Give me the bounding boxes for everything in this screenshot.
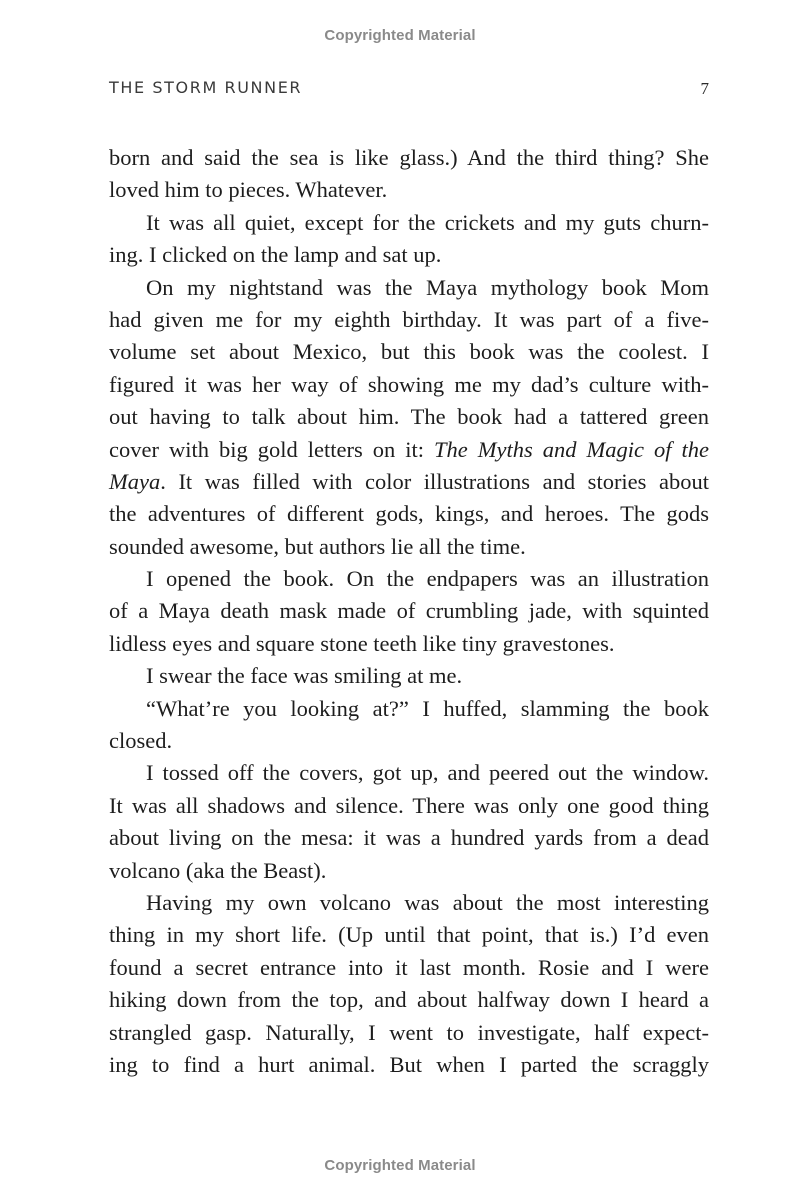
text-line: volume set about Mexico, but this book was the coolest. I (109, 339, 709, 365)
text-line: It was all shadows and silence. There was only one good thing (109, 792, 709, 818)
text-line: closed. (109, 728, 173, 754)
text-line: On my nightstand was the Maya mythology book Mom (146, 274, 709, 300)
text-segment: cover with big gold letters on it: (109, 436, 434, 462)
text-line (109, 434, 709, 466)
text-line: I swear the face was smiling at me. (146, 663, 463, 689)
text-line: of a Maya death mask made of crumbling jade, with squinted (109, 598, 709, 624)
text-line: Having my own volcano was about the most interesting (146, 889, 709, 915)
text-line: sounded awesome, but authors lie all the time. (109, 533, 526, 559)
text-line: thing in my short life. (Up until that point, that is.) I’d even (109, 922, 709, 948)
copyright-watermark-top: Copyrighted Material (324, 27, 476, 44)
text-line: lidless eyes and square stone teeth like tiny gravestones. (109, 630, 615, 656)
text-line: “What’re you looking at?” I huffed, slamming the book (146, 695, 709, 721)
text-line: loved him to pieces. Whatever. (109, 177, 388, 203)
text-line: I opened the book. On the endpapers was an illustration (146, 566, 709, 592)
page-number: 7 (700, 79, 709, 98)
copyright-watermark-bottom: Copyrighted Material (324, 1157, 476, 1174)
text-line: I tossed off the covers, got up, and peered out the window. (146, 760, 709, 786)
text-line: ing to find a hurt animal. But when I parted the scraggly (109, 1051, 709, 1077)
text-line: had given me for my eighth birthday. It was part of a five- (109, 306, 709, 332)
text-line (109, 466, 709, 498)
text-line: It was all quiet, except for the crickets and my guts churn- (146, 209, 709, 235)
text-line: born and said the sea is like glass.) And the third thing? She (109, 145, 709, 170)
text-line: ing. I clicked on the lamp and sat up. (109, 242, 442, 268)
italic-title-text: Maya (109, 468, 161, 494)
italic-title-text: The Myths and Magic of the (434, 436, 709, 462)
body-text (109, 142, 709, 1081)
text-line: the adventures of different gods, kings, and heroes. The gods (109, 501, 709, 527)
text-line: found a secret entrance into it last month. Rosie and I were (109, 954, 709, 980)
running-head-title: THE STORM RUNNER (109, 78, 303, 97)
text-segment: . It was filled with color illustrations and stories about (160, 468, 709, 494)
text-line: about living on the mesa: it was a hundred yards from a dead (109, 825, 709, 851)
text-line: out having to talk about him. The book had a tattered green (109, 404, 709, 430)
text-line: hiking down from the top, and about halfway down I heard a (109, 987, 709, 1013)
text-line: volcano (aka the Beast). (109, 857, 327, 883)
text-line: figured it was her way of showing me my dad’s culture with- (109, 371, 709, 397)
text-line: strangled gasp. Naturally, I went to investigate, half expect- (109, 1019, 709, 1045)
